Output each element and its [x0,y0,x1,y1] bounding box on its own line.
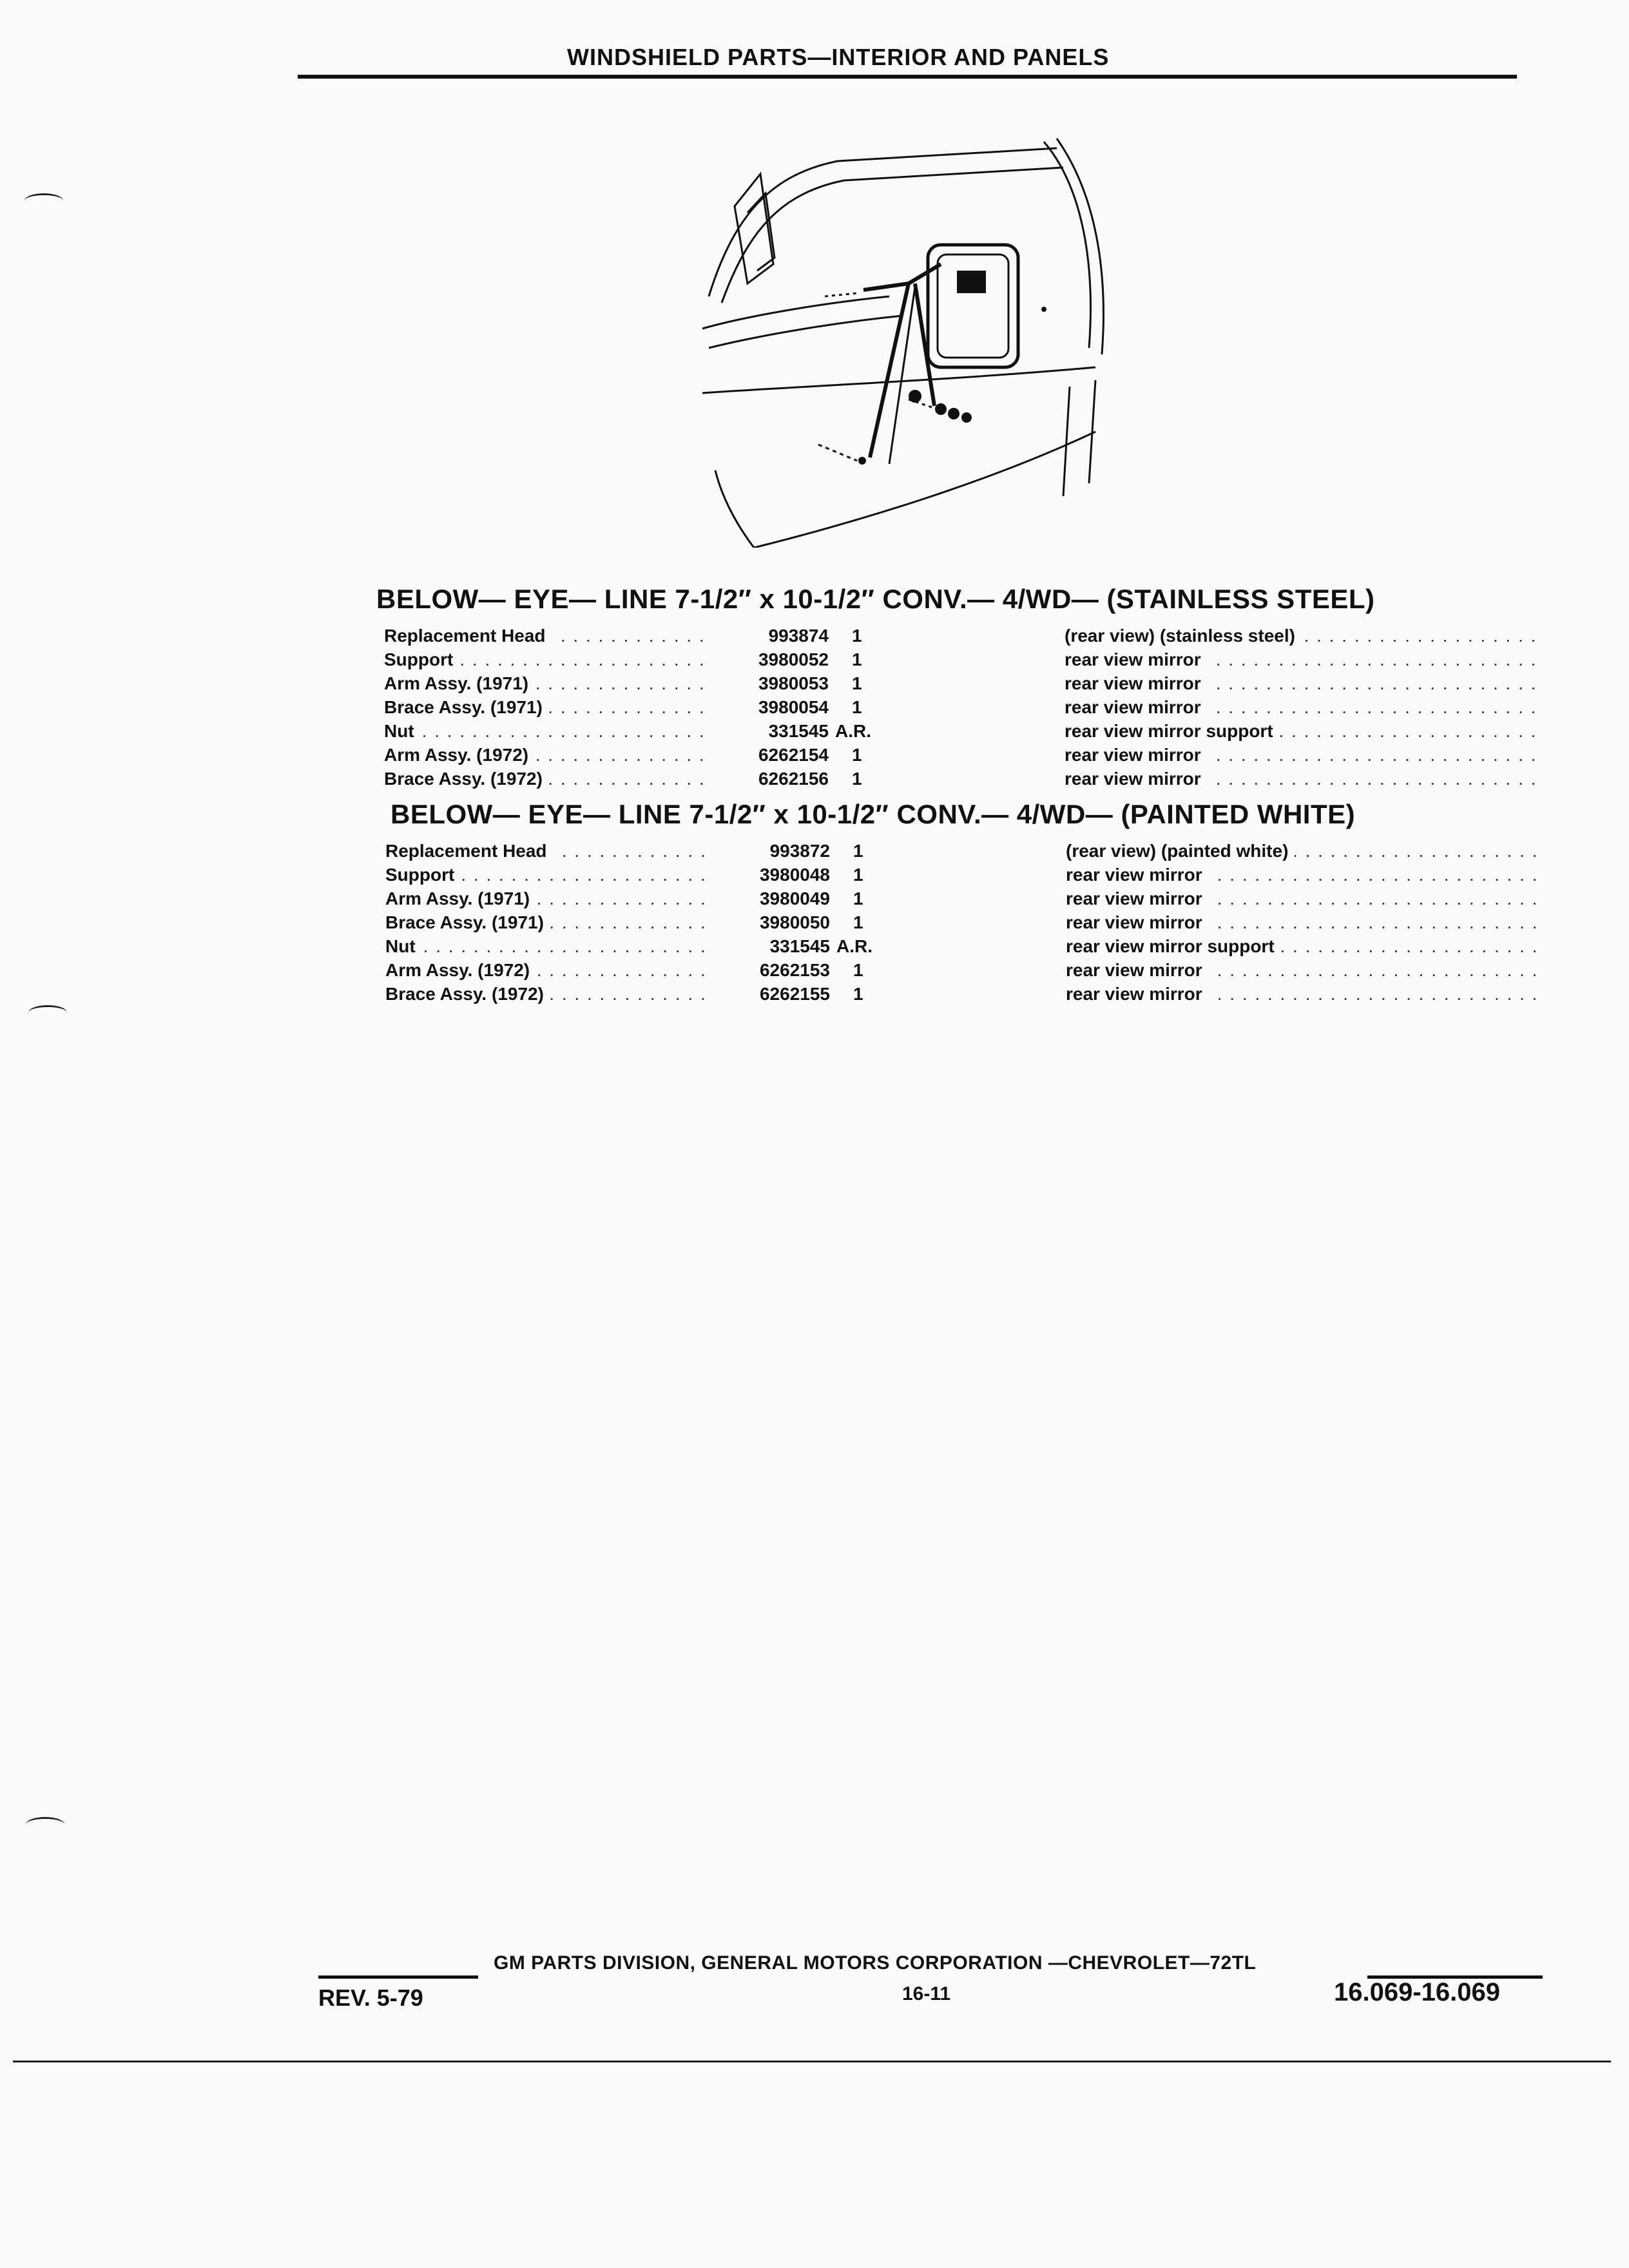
part-qty: 1 [852,626,862,646]
part-qty: 1 [853,912,863,932]
part-desc: rear view mirror [1065,769,1208,789]
part-desc: rear view mirror [1065,745,1208,765]
part-desc: rear view mirror support [1066,936,1281,956]
table-row [385,910,1536,934]
footer-page-number: 16-11 [902,1983,951,2004]
part-number: 3980054 [758,697,829,717]
part-qty: 1 [853,841,863,861]
part-qty: 1 [852,769,862,789]
part-desc: rear view mirror support [1065,721,1280,741]
table-row [385,839,1536,863]
footer-code: 16.069-16.069 [1334,1978,1501,2006]
part-desc: (rear view) (painted white) [1066,841,1295,861]
part-number: 6262154 [758,745,829,765]
table-row [385,934,1536,958]
part-number: 6262156 [758,769,829,789]
part-number: 6262153 [759,960,830,980]
table-row [384,719,1535,743]
part-name: Brace Assy. (1972) [384,769,549,789]
part-number: 6262155 [759,984,830,1004]
bottom-rule [13,2061,1611,2062]
binder-hole-mark [24,193,63,208]
part-desc: rear view mirror [1065,649,1208,669]
part-number: 993872 [769,841,830,861]
part-name: Support [385,865,461,885]
table-row [385,982,1536,1006]
part-qty: A.R. [836,936,872,956]
part-desc: rear view mirror [1066,912,1209,932]
part-name: Nut [385,936,422,956]
part-qty: 1 [852,649,862,669]
part-qty: 1 [852,745,862,765]
table-row [385,958,1536,982]
part-name: Brace Assy. (1971) [384,697,549,717]
mirror-illustration [696,135,1108,548]
table-row [384,743,1535,767]
table-row [384,695,1535,719]
part-desc: rear view mirror [1066,889,1209,908]
part-desc: rear view mirror [1066,984,1209,1004]
page-title: WINDSHIELD PARTS—INTERIOR AND PANELS [567,44,1110,70]
binder-hole-mark [28,1005,67,1020]
part-qty: A.R. [835,721,871,741]
part-number: 331545 [769,936,830,956]
part-name: Arm Assy. (1971) [385,889,536,908]
part-name: Support [384,649,459,669]
part-name: Arm Assy. (1971) [384,673,535,693]
part-number: 3980049 [759,889,830,908]
table-row [385,863,1536,887]
part-number: 3980048 [759,865,830,885]
part-number: 3980050 [759,912,830,932]
part-name: Arm Assy. (1972) [384,745,535,765]
part-qty: 1 [853,984,863,1004]
part-desc: rear view mirror [1066,960,1209,980]
part-qty: 1 [853,865,863,885]
part-number: 331545 [768,721,829,741]
table-row [384,648,1535,671]
parts-table-painted [385,839,1536,1006]
part-name: Replacement Head [385,841,554,861]
header-rule [298,75,1517,79]
part-number: 993874 [768,626,829,646]
part-desc: rear view mirror [1065,673,1208,693]
part-number: 3980053 [758,673,829,693]
part-qty: 1 [853,889,863,908]
part-name: Brace Assy. (1972) [385,984,550,1004]
table-row [385,887,1536,910]
part-desc: (rear view) (stainless steel) [1065,626,1302,646]
parts-table-stainless [384,624,1535,791]
part-qty: 1 [852,673,862,693]
table-row [384,671,1535,695]
part-name: Arm Assy. (1972) [385,960,536,980]
part-name: Replacement Head [384,626,552,646]
part-qty: 1 [852,697,862,717]
footer-corporation: GM PARTS DIVISION, GENERAL MOTORS CORPORATION —CHEVROLET—72TL [494,1952,1257,1974]
table-row [384,624,1535,648]
part-desc: rear view mirror [1066,865,1209,885]
section-heading-painted: BELOW— EYE— LINE 7-1/2″ x 10-1/2″ CONV.— 4/WD— (PAINTED WHITE) [390,799,1356,829]
part-number: 3980052 [758,649,829,669]
section-heading-stainless: BELOW— EYE— LINE 7-1/2″ x 10-1/2″ CONV.— 4/WD— (STAINLESS STEEL) [376,584,1375,614]
part-qty: 1 [853,960,863,980]
table-row [384,767,1535,791]
part-name: Brace Assy. (1971) [385,912,550,932]
footer-revision: REV. 5-79 [318,1984,423,2011]
part-name: Nut [384,721,421,741]
part-desc: rear view mirror [1065,697,1208,717]
binder-hole-mark [26,1817,64,1832]
footer-rule-left [318,1975,478,1979]
